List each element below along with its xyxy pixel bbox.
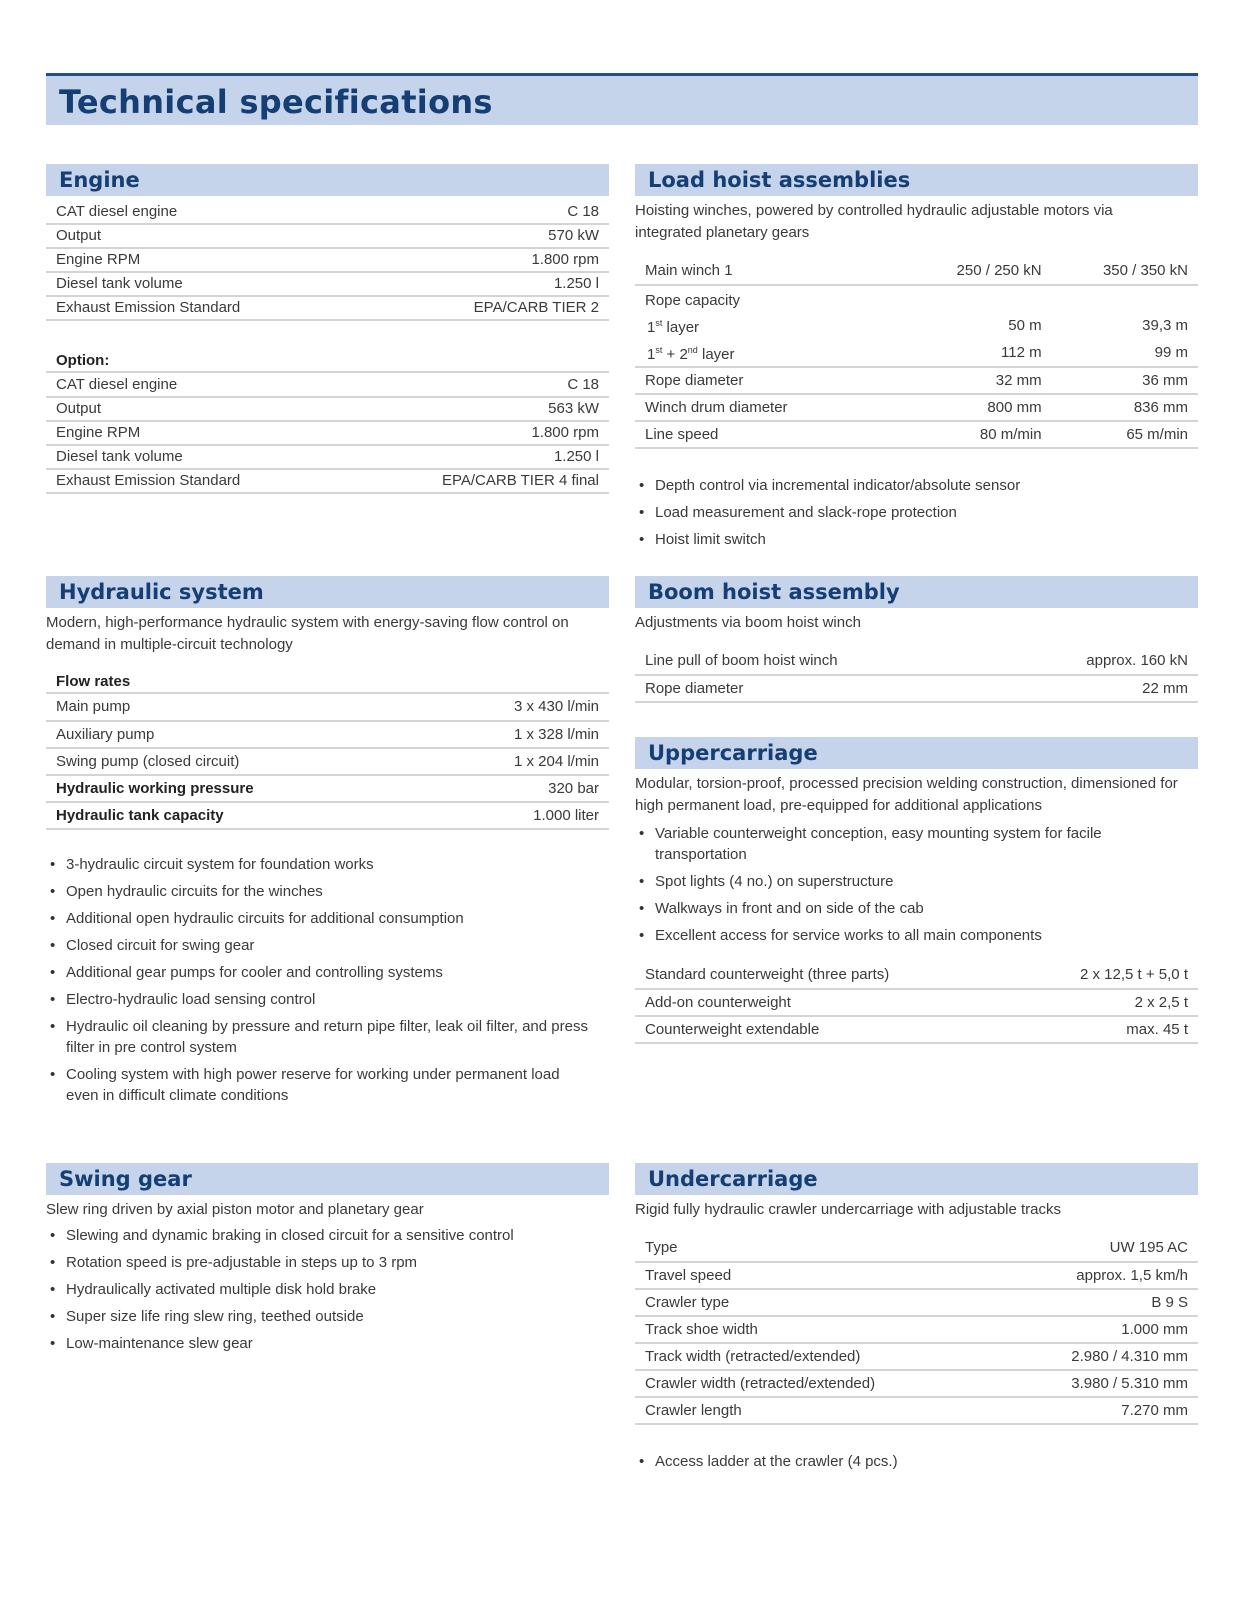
list-item: • Additional open hydraulic circuits for additional consumption — [46, 908, 589, 929]
table-row — [635, 312, 1198, 339]
engine-header — [46, 164, 609, 196]
row-value: 1.000 liter — [426, 802, 609, 829]
row-value: C 18 — [348, 373, 609, 397]
table-row — [635, 1289, 1198, 1316]
row-label: Diesel tank volume — [46, 445, 348, 469]
row-label: Travel speed — [635, 1262, 999, 1289]
row-value: 2.980 / 4.310 mm — [999, 1343, 1198, 1370]
table-row — [46, 200, 609, 224]
row-value: 3.980 / 5.310 mm — [999, 1370, 1198, 1397]
list-item: • Hoist limit switch — [635, 529, 1198, 550]
table-row — [635, 421, 1198, 448]
row-value: 836 mm — [1052, 394, 1198, 421]
row-value: approx. 160 kN — [993, 648, 1198, 675]
boom-hoist-table — [635, 648, 1198, 703]
row-value: 320 bar — [426, 775, 609, 802]
row-value: UW 195 AC — [999, 1235, 1198, 1262]
list-item: • Spot lights (4 no.) on superstructure — [635, 871, 1168, 892]
list-item: • Low-maintenance slew gear — [46, 1333, 579, 1354]
table-row — [635, 258, 1198, 285]
row-label: Rope diameter — [635, 675, 993, 702]
table-row — [46, 421, 609, 445]
row-label: Standard counterweight (three parts) — [635, 962, 1014, 989]
row-label: Line pull of boom hoist winch — [635, 648, 993, 675]
row-label: Output — [46, 224, 375, 248]
row-value: 112 m — [905, 339, 1051, 367]
row-value: 1.000 mm — [999, 1316, 1198, 1343]
list-item: • Hydraulically activated multiple disk hold brake — [46, 1279, 579, 1300]
engine-table — [46, 200, 609, 321]
table-row — [46, 694, 609, 721]
boom-hoist-header — [635, 576, 1198, 608]
table-row — [635, 339, 1198, 367]
row-value: 36 mm — [1052, 367, 1198, 394]
row-label: Hydraulic working pressure — [46, 775, 426, 802]
table-row — [635, 394, 1198, 421]
list-item: • Super size life ring slew ring, teethed outside — [46, 1306, 579, 1327]
row-value: 7.270 mm — [999, 1397, 1198, 1424]
row-value: max. 45 t — [1014, 1016, 1198, 1043]
swing-gear-bullets — [46, 1225, 609, 1354]
swing-gear-intro: Slew ring driven by axial piston motor and planetary gear — [46, 1201, 424, 1218]
undercarriage-title: Undercarriage — [648, 1167, 818, 1191]
boom-hoist-title: Boom hoist assembly — [648, 580, 900, 604]
row-label: Crawler length — [635, 1397, 999, 1424]
table-row — [46, 469, 609, 493]
row-value: 1.800 rpm — [348, 421, 609, 445]
boom-hoist-section — [635, 576, 1198, 703]
uppercarriage-section — [635, 737, 1198, 1044]
row-label: Track shoe width — [635, 1316, 999, 1343]
row-label: 1st layer — [647, 318, 700, 336]
list-item: • 3-hydraulic circuit system for foundation works — [46, 854, 589, 875]
table-row — [635, 1016, 1198, 1043]
undercarriage-table — [635, 1235, 1198, 1425]
row-value: 22 mm — [993, 675, 1198, 702]
undercarriage-intro: Rigid fully hydraulic crawler undercarriage with adjustable tracks — [635, 1201, 1062, 1218]
table-row — [46, 373, 609, 397]
engine-section — [46, 164, 609, 494]
uppercarriage-bullets — [635, 823, 1198, 946]
list-item: • Depth control via incremental indicator/absolute sensor — [635, 475, 1198, 496]
row-label: Type — [635, 1235, 999, 1262]
row-label: CAT diesel engine — [46, 373, 348, 397]
row-value: 39,3 m — [1142, 316, 1188, 334]
row-value: 1.250 l — [348, 445, 609, 469]
hydraulic-table — [46, 694, 609, 830]
row-label: Add-on counterweight — [635, 989, 1014, 1016]
row-label: Swing pump (closed circuit) — [46, 748, 426, 775]
table-row — [46, 296, 609, 320]
table-row — [46, 721, 609, 748]
row-label: Auxiliary pump — [46, 721, 426, 748]
row-label: Counterweight extendable — [635, 1016, 1014, 1043]
table-row — [635, 1262, 1198, 1289]
page-title-bar — [46, 73, 1198, 125]
table-row — [46, 802, 609, 829]
list-item: • Closed circuit for swing gear — [46, 935, 589, 956]
row-label: Exhaust Emission Standard — [46, 469, 348, 493]
row-value: EPA/CARB TIER 4 final — [348, 469, 609, 493]
table-row — [46, 248, 609, 272]
table-row — [635, 989, 1198, 1016]
row-value: EPA/CARB TIER 2 — [375, 296, 609, 320]
table-row — [635, 1397, 1198, 1424]
table-row — [635, 1316, 1198, 1343]
list-item: • Rotation speed is pre-adjustable in steps up to 3 rpm — [46, 1252, 579, 1273]
row-value: 563 kW — [348, 397, 609, 421]
table-row — [46, 748, 609, 775]
table-row — [635, 285, 1198, 312]
row-value: 1.800 rpm — [375, 248, 609, 272]
row-value: 65 m/min — [1052, 421, 1198, 448]
table-row — [635, 367, 1198, 394]
table-row — [635, 675, 1198, 702]
row-value: 50 m — [1008, 316, 1042, 334]
page-title: Technical specifications — [59, 83, 493, 121]
load-hoist-section — [635, 164, 1198, 556]
engine-title: Engine — [59, 168, 140, 192]
row-label: Diesel tank volume — [46, 272, 375, 296]
row-value: 1.250 l — [375, 272, 609, 296]
row-label: Crawler type — [635, 1289, 999, 1316]
list-item: • Slewing and dynamic braking in closed circuit for a sensitive control — [46, 1225, 579, 1246]
row-value: 2 x 12,5 t + 5,0 t — [1014, 962, 1198, 989]
boom-hoist-intro: Adjustments via boom hoist winch — [635, 614, 861, 631]
table-row — [46, 445, 609, 469]
row-label: Rope diameter — [635, 367, 905, 394]
list-item: • Load measurement and slack-rope protection — [635, 502, 1198, 523]
table-row — [46, 397, 609, 421]
row-label: Winch drum diameter — [635, 394, 905, 421]
winch-table — [635, 258, 1198, 449]
row-value: C 18 — [375, 200, 609, 224]
row-label: Crawler width (retracted/extended) — [635, 1370, 999, 1397]
load-hoist-title: Load hoist assemblies — [648, 168, 911, 192]
row-label: Hydraulic tank capacity — [46, 802, 426, 829]
row-label: 1st + 2nd layer — [635, 339, 905, 367]
row-label: Rope capacity — [645, 292, 741, 309]
row-label: Main pump — [46, 694, 426, 721]
list-item: • Variable counterweight conception, easy mounting system for facile transportation — [635, 823, 1168, 865]
load-hoist-intro: Hoisting winches, powered by controlled hydraulic adjustable motors via integrated planetary gears — [635, 202, 1113, 241]
load-hoist-bullets — [635, 475, 1198, 550]
uppercarriage-title: Uppercarriage — [648, 741, 818, 765]
swing-gear-title: Swing gear — [59, 1167, 192, 1191]
list-item: • Additional gear pumps for cooler and controlling systems — [46, 962, 589, 983]
row-value: 1 x 204 l/min — [426, 748, 609, 775]
hydraulic-intro: Modern, high-performance hydraulic system with energy-saving flow control on demand in multiple-circuit technology — [46, 614, 569, 653]
undercarriage-header — [635, 1163, 1198, 1195]
table-row — [635, 648, 1198, 675]
uppercarriage-table — [635, 962, 1198, 1044]
table-row — [635, 1235, 1198, 1262]
list-item: • Hydraulic oil cleaning by pressure and return pipe filter, leak oil filter, and press filter in pre control system — [46, 1016, 589, 1058]
table-row — [46, 272, 609, 296]
row-label: Engine RPM — [46, 248, 375, 272]
row-value: 1 x 328 l/min — [426, 721, 609, 748]
row-value: 800 mm — [905, 394, 1051, 421]
table-row — [635, 1343, 1198, 1370]
hydraulic-bullets — [46, 854, 609, 1106]
undercarriage-section — [635, 1163, 1198, 1478]
uppercarriage-intro: Modular, torsion-proof, processed precision welding construction, dimensioned for high permanent load, pre-equipped for additional applications — [635, 775, 1178, 814]
row-label: Exhaust Emission Standard — [46, 296, 375, 320]
row-label: Main winch 1 — [635, 258, 905, 285]
hydraulic-section — [46, 576, 609, 1112]
swing-gear-section — [46, 1163, 609, 1360]
list-item: • Open hydraulic circuits for the winches — [46, 881, 589, 902]
list-item: • Excellent access for service works to all main components — [635, 925, 1168, 946]
hydraulic-title: Hydraulic system — [59, 580, 264, 604]
row-value: 80 m/min — [905, 421, 1051, 448]
row-value: 570 kW — [375, 224, 609, 248]
table-row — [635, 1370, 1198, 1397]
list-item: • Walkways in front and on side of the cab — [635, 898, 1168, 919]
row-label: Line speed — [635, 421, 905, 448]
row-label: Track width (retracted/extended) — [635, 1343, 999, 1370]
row-value: 350 / 350 kN — [1052, 258, 1198, 285]
row-value: 3 x 430 l/min — [426, 694, 609, 721]
engine-option-title: Option: — [46, 349, 609, 373]
list-item: • Access ladder at the crawler (4 pcs.) — [635, 1451, 1198, 1472]
table-row — [46, 775, 609, 802]
row-value: approx. 1,5 km/h — [999, 1262, 1198, 1289]
swing-gear-header — [46, 1163, 609, 1195]
row-value: 2 x 2,5 t — [1014, 989, 1198, 1016]
row-value: 250 / 250 kN — [905, 258, 1051, 285]
list-item: • Electro-hydraulic load sensing control — [46, 989, 589, 1010]
hydraulic-header — [46, 576, 609, 608]
row-label: Engine RPM — [46, 421, 348, 445]
engine-option-table — [46, 373, 609, 494]
undercarriage-bullets — [635, 1451, 1198, 1472]
row-label: Output — [46, 397, 348, 421]
row-label: CAT diesel engine — [46, 200, 375, 224]
row-value: 99 m — [1052, 339, 1198, 367]
uppercarriage-header — [635, 737, 1198, 769]
flow-rates-title: Flow rates — [46, 670, 609, 694]
row-value: B 9 S — [999, 1289, 1198, 1316]
row-value: 32 mm — [905, 367, 1051, 394]
table-row — [635, 962, 1198, 989]
load-hoist-header — [635, 164, 1198, 196]
list-item: • Cooling system with high power reserve for working under permanent load even in difficult climate conditions — [46, 1064, 589, 1106]
table-row — [46, 224, 609, 248]
